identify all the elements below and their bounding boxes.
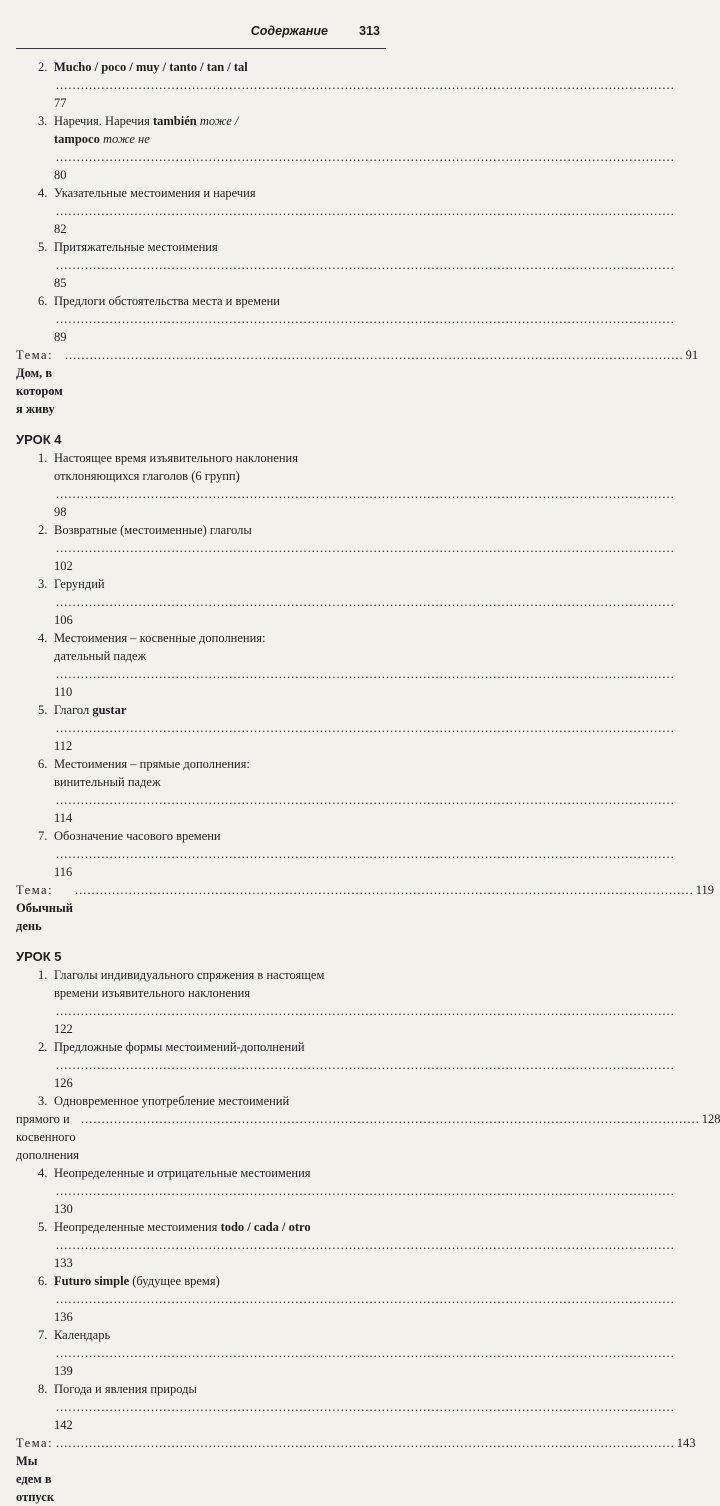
- entry-translation: тоже не: [99, 132, 150, 146]
- entry-title: (будущее время): [129, 1274, 220, 1288]
- dot-leader: [56, 1400, 675, 1414]
- entry-number: 4.: [38, 631, 48, 645]
- entry-page: 128: [701, 1112, 720, 1126]
- entry-number: 6.: [38, 294, 48, 308]
- entry-title: Настоящее время изъявительного наклонения: [54, 451, 298, 465]
- toc-theme-entry: [16, 346, 699, 418]
- dot-leader: [56, 847, 675, 861]
- theme-label: Тема:: [16, 883, 54, 897]
- entry-spanish-term: gustar: [92, 703, 127, 717]
- dot-leader: [56, 1058, 675, 1072]
- entry-number: 2.: [38, 1040, 48, 1054]
- entry-number: 5.: [38, 1220, 48, 1234]
- toc-entry: [16, 449, 378, 521]
- toc-entry: [16, 184, 378, 238]
- entry-title: Календарь: [54, 1328, 111, 1342]
- dot-leader: [56, 258, 675, 272]
- lesson-heading: УРОК 4: [16, 432, 62, 447]
- dot-leader: [56, 312, 675, 326]
- theme-title: Дом, в котором я живу: [16, 366, 63, 416]
- theme-title: Обычный день: [16, 901, 73, 933]
- dot-leader: [56, 1292, 675, 1306]
- dot-leader: [56, 150, 675, 164]
- dot-leader: [75, 881, 694, 899]
- entry-page: 114: [54, 811, 73, 825]
- entry-page: 122: [54, 1022, 73, 1036]
- dot-leader: [56, 1346, 675, 1360]
- entry-page: 91: [685, 348, 699, 362]
- entry-page: 143: [676, 1436, 696, 1450]
- entry-number: 5.: [38, 240, 48, 254]
- entry-title: Глаголы индивидуального спряжения в настоящем: [54, 968, 325, 982]
- entry-title: Местоимения – косвенные дополнения:: [54, 631, 266, 645]
- dot-leader: [56, 204, 675, 218]
- toc-theme-entry: [16, 1434, 696, 1506]
- toc-entry: [16, 1380, 378, 1434]
- entry-page: 126: [54, 1076, 73, 1090]
- dot-leader: [56, 1238, 675, 1252]
- theme-label: Тема:: [16, 348, 54, 362]
- entry-page: 98: [54, 505, 67, 519]
- entry-number: 7.: [38, 829, 48, 843]
- lesson-heading: УРОК 5: [16, 949, 62, 964]
- entry-title: Глагол: [54, 703, 93, 717]
- entry-page: 112: [54, 739, 73, 753]
- entry-title: Неопределенные и отрицательные местоимения: [54, 1166, 311, 1180]
- toc-entry: [16, 1164, 378, 1218]
- dot-leader: [56, 78, 675, 92]
- toc-entry: [16, 827, 378, 881]
- entry-number: 7.: [38, 1328, 48, 1342]
- toc-entry: [16, 58, 378, 112]
- entry-number: 2.: [38, 60, 48, 74]
- entry-title: Указательные местоимения и наречия: [54, 186, 256, 200]
- entry-number: 1.: [38, 968, 48, 982]
- entry-title: Предложные формы местоимений-дополнений: [54, 1040, 305, 1054]
- entry-page: 139: [54, 1364, 73, 1378]
- entry-number: 3.: [38, 577, 48, 591]
- entry-title-continued: отклоняющихся глаголов (6 групп): [54, 469, 240, 483]
- toc-entry: [16, 292, 378, 346]
- toc-entry: [16, 966, 378, 1038]
- entry-title: Возвратные (местоименные) глаголы: [54, 523, 252, 537]
- entry-title: Местоимения – прямые дополнения:: [54, 757, 250, 771]
- entry-page: 106: [54, 613, 73, 627]
- entry-page: 116: [54, 865, 73, 879]
- entry-page: 142: [54, 1418, 73, 1432]
- entry-title: Неопределенные местоимения: [54, 1220, 221, 1234]
- entry-page: 77: [54, 96, 67, 110]
- entry-translation: тоже /: [196, 114, 239, 128]
- entry-number: 8.: [38, 1382, 48, 1396]
- entry-page: 102: [54, 559, 73, 573]
- entry-title: Герундий: [54, 577, 105, 591]
- entry-page: 110: [54, 685, 73, 699]
- toc-entry: [16, 629, 378, 701]
- table-of-contents: [16, 58, 720, 1506]
- dot-leader: [81, 1110, 700, 1128]
- running-header: [16, 14, 386, 49]
- entry-title: Обозначение часового времени: [54, 829, 221, 843]
- toc-entry: [16, 238, 378, 292]
- entry-spanish-term: Futuro simple: [54, 1274, 130, 1288]
- entry-number: 4.: [38, 1166, 48, 1180]
- dot-leader: [56, 487, 675, 501]
- dot-leader: [56, 595, 675, 609]
- entry-title-continued: времени изъявительного наклонения: [54, 986, 251, 1000]
- entry-page: 119: [695, 883, 714, 897]
- toc-entry: [16, 575, 378, 629]
- dot-leader: [56, 1434, 675, 1452]
- entry-title: Одновременное употребление местоимений: [54, 1094, 290, 1108]
- entry-number: 1.: [38, 451, 48, 465]
- entry-number: 3.: [38, 114, 48, 128]
- dot-leader: [56, 1004, 675, 1018]
- entry-title: Предлоги обстоятельства места и времени: [54, 294, 280, 308]
- entry-title: Mucho / poco / muy / tanto / tan / tal: [54, 60, 248, 74]
- header-page-number: 313: [359, 24, 380, 38]
- entry-title: Наречия. Наречия: [54, 114, 153, 128]
- entry-spanish-term: también: [152, 114, 197, 128]
- entry-spanish-term: tampoco: [54, 132, 100, 146]
- toc-entry: [16, 1272, 378, 1326]
- toc-entry: [16, 521, 378, 575]
- entry-number: 3.: [38, 1094, 48, 1108]
- entry-title-continued: прямого и косвенного дополнения: [16, 1112, 79, 1162]
- toc-entry: [16, 1092, 720, 1164]
- entry-page: 133: [54, 1256, 73, 1270]
- dot-leader: [56, 1184, 675, 1198]
- entry-title-continued: винительный падеж: [54, 775, 161, 789]
- toc-entry: [16, 1038, 378, 1092]
- toc-entry: [16, 1326, 378, 1380]
- entry-page: 82: [54, 222, 67, 236]
- header-title: Содержание: [250, 24, 328, 38]
- entry-title: Притяжательные местоимения: [54, 240, 218, 254]
- dot-leader: [65, 346, 684, 364]
- entry-page: 89: [54, 330, 67, 344]
- dot-leader: [56, 721, 675, 735]
- dot-leader: [56, 793, 675, 807]
- entry-page: 136: [54, 1310, 73, 1324]
- toc-theme-entry: [16, 881, 714, 935]
- toc-entry: [16, 701, 378, 755]
- entry-spanish-term: todo / cada / otro: [220, 1220, 311, 1234]
- entry-number: 6.: [38, 757, 48, 771]
- entry-number: 6.: [38, 1274, 48, 1288]
- theme-title: Мы едем в отпуск: [16, 1454, 55, 1504]
- dot-leader: [56, 541, 675, 555]
- theme-label: Тема:: [16, 1436, 54, 1450]
- entry-number: 4.: [38, 186, 48, 200]
- entry-page: 130: [54, 1202, 73, 1216]
- entry-title: Погода и явления природы: [54, 1382, 197, 1396]
- toc-entry: [16, 755, 378, 827]
- entry-page: 85: [54, 276, 67, 290]
- entry-number: 5.: [38, 703, 48, 717]
- toc-entry: [16, 1218, 378, 1272]
- entry-page: 80: [54, 168, 67, 182]
- entry-title-continued: дательный падеж: [54, 649, 147, 663]
- toc-entry: [16, 112, 378, 184]
- entry-number: 2.: [38, 523, 48, 537]
- dot-leader: [56, 667, 675, 681]
